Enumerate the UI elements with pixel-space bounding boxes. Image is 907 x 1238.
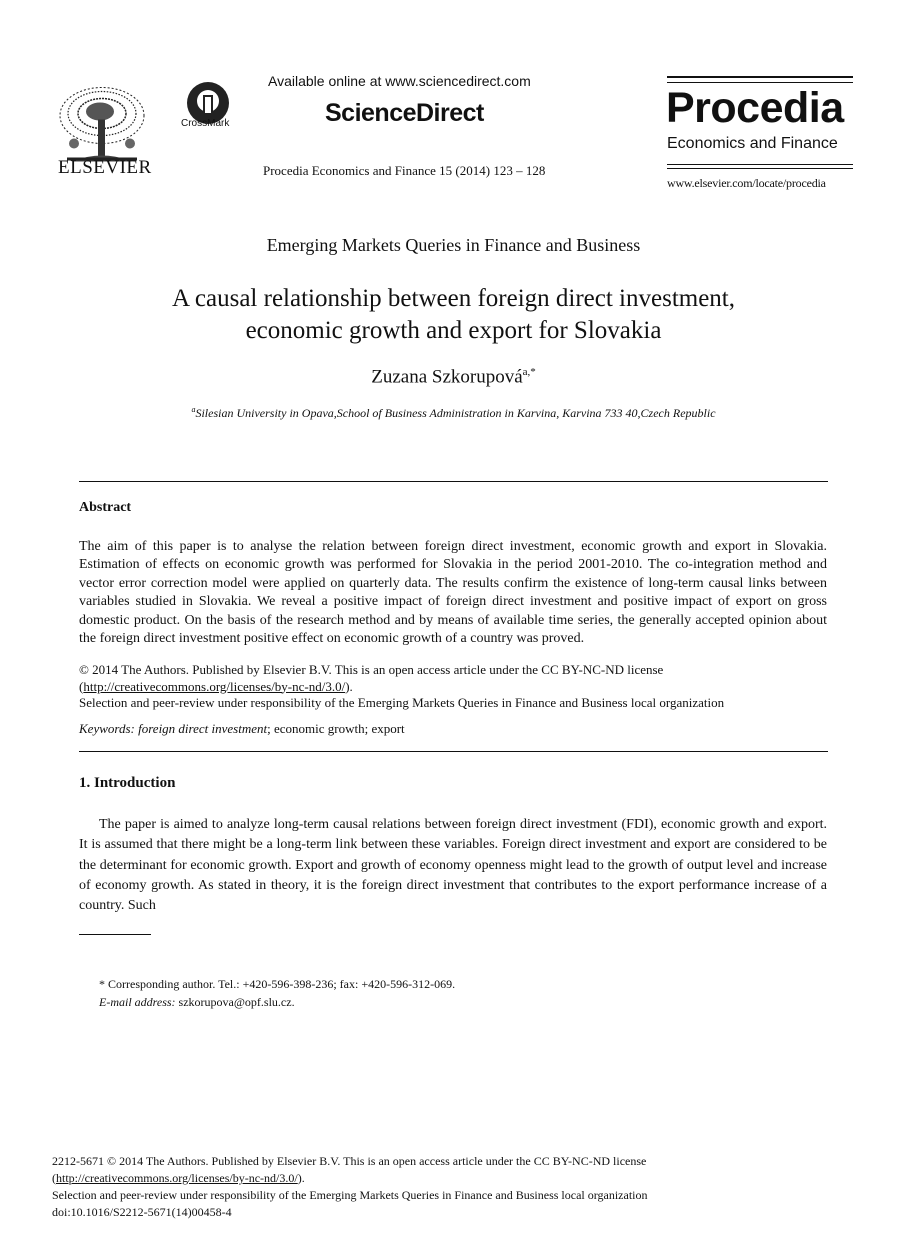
section-rule bbox=[79, 481, 828, 482]
email-footnote bbox=[99, 995, 295, 1010]
footer-license-link[interactable]: http://creativecommons.org/licenses/by-nc-nd/3.0/ bbox=[56, 1171, 298, 1185]
journal-reference: Procedia Economics and Finance 15 (2014) 123 – 128 bbox=[263, 163, 546, 178]
introduction-heading: 1. Introduction bbox=[79, 775, 176, 791]
corresponding-author-footnote: * Corresponding author. Tel.: +420-596-398-236; fax: +420-596-312-069. bbox=[99, 977, 456, 991]
author-text: Zuzana Szkorupová bbox=[371, 366, 523, 388]
section-rule bbox=[79, 751, 828, 752]
license-line bbox=[79, 679, 839, 696]
procedia-rule bbox=[667, 76, 853, 78]
email-address[interactable]: szkorupova@opf.slu.cz. bbox=[178, 995, 295, 1009]
footer-url-line bbox=[52, 1170, 852, 1187]
license-link[interactable]: http://creativecommons.org/licenses/by-nc-nd/3.0/ bbox=[83, 678, 346, 694]
elsevier-wordmark: ELSEVIER bbox=[58, 157, 152, 178]
footer-peer-review-line: Selection and peer-review under responsibility of the Emerging Markets Queries in Finance and Business local organization bbox=[52, 1188, 648, 1202]
keywords-label: Keywords: bbox=[79, 721, 135, 736]
affiliation-text: Silesian University in Opava,School of Business Administration in Karvina, Karvina 733 40,Czech Republic bbox=[195, 406, 716, 420]
conference-name: Emerging Markets Queries in Finance and Business bbox=[266, 235, 641, 255]
footer-license-line: 2212-5671 © 2014 The Authors. Published by Elsevier B.V. This is an open access article under the CC BY-NC-ND license bbox=[52, 1154, 647, 1168]
title-line: economic growth and export for Slovakia bbox=[245, 317, 662, 344]
license-paren: ( bbox=[79, 678, 84, 694]
page-footer bbox=[52, 1153, 852, 1221]
affiliation-mark: a bbox=[191, 405, 196, 414]
article-title bbox=[0, 283, 907, 347]
author-name bbox=[0, 366, 907, 388]
affiliation bbox=[0, 405, 907, 421]
keywords-rest: ; economic growth; export bbox=[267, 721, 405, 736]
procedia-rule bbox=[667, 168, 853, 169]
procedia-logo: Procedia bbox=[666, 84, 844, 132]
introduction-text: The paper is aimed to analyze long-term causal relations between foreign direct investment (FDI), economic growth and export. It is assumed that there might be a long-term link between these variables. Foreign direct investment and export are considered to be the determinant for economic growth. Export and growth of economy openness might lead to the growth of output level and increase of economy growth. As stated in theory, it is the foreign direct investment that contributes to the export performance increase of a country. Such bbox=[79, 817, 827, 914]
procedia-rule bbox=[667, 164, 853, 165]
footnote-rule bbox=[79, 934, 151, 935]
footer-paren: ( bbox=[52, 1171, 56, 1185]
copyright-line: © 2014 The Authors. Published by Elsevier B.V. This is an open access article under the CC BY-NC-ND license bbox=[79, 662, 664, 677]
abstract-heading: Abstract bbox=[79, 500, 132, 515]
abstract-text: The aim of this paper is to analyse the relation between foreign direct investment, economic growth and export in Slovakia. Estimation of effects on economic growth was performed for Slovakia in the period 2001-2010. The co-integration method and vector error correction model were applied on quarterly data. The results confirm the existence of long-term causal links between variables studied in Slovakia. We reveal a positive impact of foreign direct investment and positive impact of export on gross domestic product. On the basis of the research method and by means of available time series, the generally accepted opinion about the foreign direct investment positive effect on economic growth of a country was proved. bbox=[79, 539, 827, 647]
procedia-subtitle: Economics and Finance bbox=[667, 135, 838, 152]
footer-doi[interactable]: doi:10.1016/S2212-5671(14)00458-4 bbox=[52, 1205, 232, 1219]
peer-review-line: Selection and peer-review under responsibility of the Emerging Markets Queries in Finance and Business local organization bbox=[79, 695, 725, 710]
procedia-rule bbox=[667, 82, 853, 83]
title-line: A causal relationship between foreign direct investment, bbox=[171, 285, 735, 312]
available-online-text: Available online at www.sciencedirect.com bbox=[268, 73, 531, 89]
copyright-block bbox=[79, 662, 839, 712]
email-label: E-mail address: bbox=[99, 995, 176, 1009]
keywords-line bbox=[79, 721, 839, 738]
sciencedirect-logo: ScienceDirect bbox=[325, 99, 484, 127]
license-paren: ). bbox=[345, 678, 353, 694]
keyword-italic: foreign direct investment bbox=[138, 721, 268, 736]
procedia-url[interactable]: www.elsevier.com/locate/procedia bbox=[667, 176, 826, 190]
author-marks: a,* bbox=[522, 366, 536, 378]
footer-paren: ). bbox=[297, 1171, 305, 1185]
crossmark-label: CrossMark bbox=[181, 118, 230, 129]
